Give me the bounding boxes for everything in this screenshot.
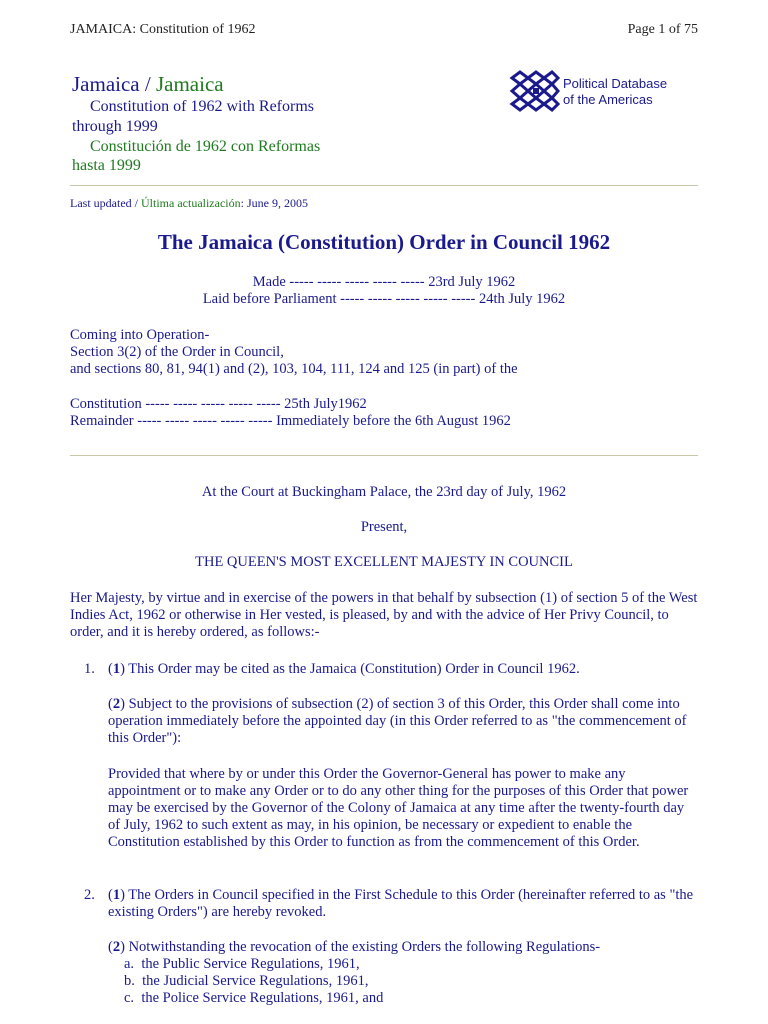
updated-date: : June 9, 2005 xyxy=(240,196,308,210)
list-item-text: the Judicial Service Regulations, 1961, xyxy=(142,973,369,989)
subtitle-en-2: through 1999 xyxy=(72,118,158,135)
divider-top xyxy=(70,185,698,186)
divider-mid xyxy=(70,455,698,456)
logo-line1: Political Database xyxy=(563,76,668,91)
list-marker: a. xyxy=(124,956,135,972)
section2-sub2: (2) Notwithstanding the revocation of the existing Orders the following Regulations- xyxy=(108,939,601,955)
preamble: Her Majesty, by virtue and in exercise of the powers in that behalf by subsection (1) of section 5 of the West Indies Act, 1962 or otherwise in Her vested, is pleased, by and with the advice of Her Privy Council, to order, and it is hereby ordered, as follows:- xyxy=(70,590,698,640)
page-number: Page 1 of 75 xyxy=(627,22,698,37)
court-present: Present, xyxy=(360,519,408,535)
list-item xyxy=(124,973,368,990)
country-es: Jamaica xyxy=(155,72,224,96)
section1-sub1: (1) This Order may be cited as the Jamaica (Constitution) Order in Council 1962. xyxy=(108,661,580,677)
court-majesty: THE QUEEN'S MOST EXCELLENT MAJESTY IN COUNCIL xyxy=(195,554,573,570)
section2-sub1: (1) The Orders in Council specified in the First Schedule to this Order (hereinafter referred to as "the existing Orders") are hereby revoked. xyxy=(108,887,694,920)
section2-sub1-num: 1 xyxy=(112,887,121,903)
list-item-text: the Public Service Regulations, 1961, xyxy=(141,956,360,972)
operation-line4: Constitution ----- ----- ----- ----- ----- 25th July1962 xyxy=(70,396,367,412)
list-item xyxy=(124,956,360,973)
date-made: Made ----- ----- ----- ----- ----- 23rd July 1962 xyxy=(252,274,516,290)
section1-sub2-text: Subject to the provisions of subsection (2) of section 3 of this Order, this Order shall come into operation immediately before the appointed day (in this Order referred to as "the commencement of this Order"): xyxy=(108,696,687,746)
section1-sub1-num: 1 xyxy=(112,661,121,677)
pdba-logo[interactable] xyxy=(508,70,698,112)
date-laid: Laid before Parliament ----- ----- ----- ----- ----- 24th July 1962 xyxy=(202,291,566,307)
section2-sub2-num: 2 xyxy=(112,939,121,955)
operation-line3: and sections 80, 81, 94(1) and (2), 103, 104, 111, 124 and 125 (in part) of the xyxy=(70,361,518,377)
section1-proviso: Provided that where by or under this Order the Governor-General has power to make any appointment or to make any Order or to do any other thing for the purposes of this Order that power may be exercised by the Governor of the Colony of Jamaica at any time after the twenty-fourth day of July, 1962 to such extent as may, in his opinion, be necessary or expedient to enable the Constitution established by this Order to function as from the commencement of this Order. xyxy=(108,766,689,850)
updated-label-en: Last updated xyxy=(70,196,132,210)
operation-line5: Remainder ----- ----- ----- ----- ----- Immediately before the 6th August 1962 xyxy=(70,413,511,429)
updated-label-es: Última actualización xyxy=(141,196,241,210)
political-database-emblem-icon xyxy=(508,70,560,112)
section1-number: 1. xyxy=(84,661,95,677)
document-title: The Jamaica (Constitution) Order in Council 1962 xyxy=(157,230,611,254)
logo-line2: of the Americas xyxy=(563,92,653,107)
list-marker: c. xyxy=(124,990,135,1006)
country-separator: / xyxy=(144,72,151,96)
last-updated xyxy=(70,195,308,212)
section1-sub1-text: This Order may be cited as the Jamaica (Constitution) Order in Council 1962. xyxy=(128,661,580,677)
country-en: Jamaica xyxy=(72,72,140,96)
page-header-title: JAMAICA: Constitution of 1962 xyxy=(70,22,256,37)
court-place: At the Court at Buckingham Palace, the 23rd day of July, 1962 xyxy=(201,484,567,500)
subtitle-en-1: Constitution of 1962 with Reforms xyxy=(90,98,314,115)
list-marker: b. xyxy=(124,973,135,989)
section2-sub1-text: The Orders in Council specified in the First Schedule to this Order (hereinafter referred to as "the existing Orders") are hereby revoked. xyxy=(108,887,694,920)
section1-sub2: (2) Subject to the provisions of subsection (2) of section 3 of this Order, this Order shall come into operation immediately before the appointed day (in this Order referred to as "the commencement of this Order"): xyxy=(108,696,687,746)
updated-sep: / xyxy=(134,196,138,210)
section2-number: 2. xyxy=(84,887,95,903)
subtitle-es-2: hasta 1999 xyxy=(72,157,141,174)
country-title xyxy=(72,72,224,96)
operation-line2: Section 3(2) of the Order in Council, xyxy=(70,344,284,360)
list-item xyxy=(124,990,383,1007)
section2-sub2-text: Notwithstanding the revocation of the existing Orders the following Regulations- xyxy=(128,939,601,955)
subtitle-es-1: Constitución de 1962 con Reformas xyxy=(90,138,321,155)
operation-line1: Coming into Operation- xyxy=(70,327,210,343)
list-item-text: the Police Service Regulations, 1961, and xyxy=(141,990,384,1006)
section1-sub2-num: 2 xyxy=(112,696,121,712)
